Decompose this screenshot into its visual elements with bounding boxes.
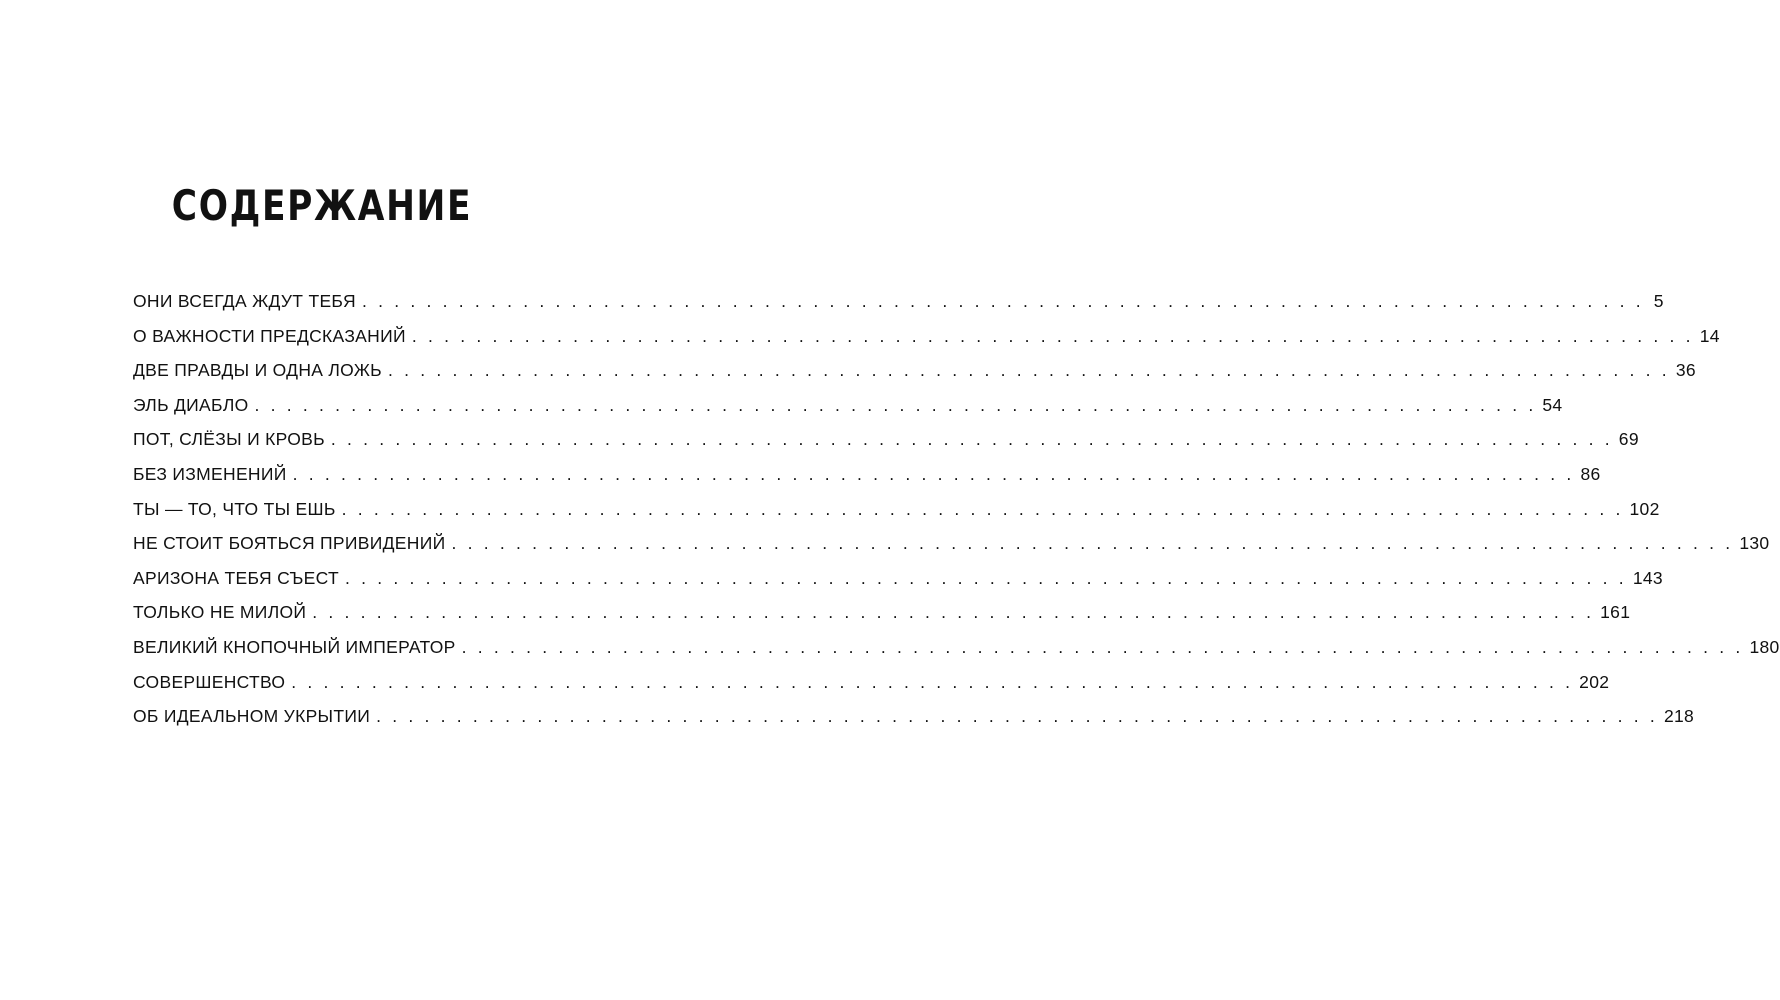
toc-entry-title: ТОЛЬКО НЕ МИЛОЙ xyxy=(133,602,307,623)
toc-entry-page-number: 202 xyxy=(1579,671,1610,692)
toc-entry-page-number: 161 xyxy=(1600,602,1631,623)
toc-dot-leader: . . . . . . . . . . . . . . . . . . . . . . . . . . . . . . . . . . . . . . . . . . . . . . . . . . . . . . . . . . . . . . . . . . . . . . . . . . . . . . . . xyxy=(344,567,1627,588)
toc-entry-title: НЕ СТОИТ БОЯТЬСЯ ПРИВИДЕНИЙ xyxy=(133,533,446,554)
toc-dot-leader: . . . . . . . . . . . . . . . . . . . . . . . . . . . . . . . . . . . . . . . . . . . . . . . . . . . . . . . . . . . . . . . . . . . . . . . . . . . . . . . . xyxy=(387,360,1670,381)
toc-entry-title: ТЫ — ТО, ЧТО ТЫ ЕШЬ xyxy=(133,498,336,519)
toc-dot-leader: . . . . . . . . . . . . . . . . . . . . . . . . . . . . . . . . . . . . . . . . . . . . . . . . . . . . . . . . . . . . . . . . . . . . . . . . . . . . . . . . xyxy=(341,498,1624,519)
toc-entry-title: ВЕЛИКИЙ КНОПОЧНЫЙ ИМПЕРАТОР xyxy=(133,636,456,657)
toc-entry xyxy=(133,665,1610,700)
toc-dot-leader: . . . . . . . . . . . . . . . . . . . . . . . . . . . . . . . . . . . . . . . . . . . . . . . . . . . . . . . . . . . . . . . . . . . . . . . . . . . . . . . . xyxy=(461,636,1744,657)
toc-entry xyxy=(133,353,1696,388)
toc-entry xyxy=(133,422,1639,457)
toc-entry-page-number: 102 xyxy=(1629,498,1660,519)
toc-entry-title: ЭЛЬ ДИАБЛО xyxy=(133,394,249,415)
toc-entry xyxy=(133,388,1563,423)
toc-entry xyxy=(133,699,1695,734)
toc-entry-title: ОБ ИДЕАЛЬНОМ УКРЫТИИ xyxy=(133,706,371,727)
page-title: СОДЕРЖАНИЕ xyxy=(171,181,473,230)
toc-entry xyxy=(133,319,1720,354)
toc-entry xyxy=(133,526,1770,561)
toc-entry-page-number: 130 xyxy=(1739,533,1770,554)
toc-entry xyxy=(133,284,1664,319)
toc-entry-title: ДВЕ ПРАВДЫ И ОДНА ЛОЖЬ xyxy=(133,360,382,381)
toc-entry-page-number: 86 xyxy=(1580,463,1601,484)
toc-entry-page-number: 218 xyxy=(1663,706,1695,727)
toc-entry-title: ОНИ ВСЕГДА ЖДУТ ТЕБЯ xyxy=(133,291,356,311)
toc-entry-title: ПОТ, СЛЁЗЫ И КРОВЬ xyxy=(133,429,325,450)
toc-dot-leader: . . . . . . . . . . . . . . . . . . . . . . . . . . . . . . . . . . . . . . . . . . . . . . . . . . . . . . . . . . . . . . . . . . . . . . . . . . . . . . . . xyxy=(451,533,1734,554)
toc-entry-page-number: 36 xyxy=(1675,360,1696,381)
toc-entry-page-number: 69 xyxy=(1618,429,1639,450)
toc-dot-leader: . . . . . . . . . . . . . . . . . . . . . . . . . . . . . . . . . . . . . . . . . . . . . . . . . . . . . . . . . . . . . . . . . . . . . . . . . . . . . . . . xyxy=(292,463,1575,484)
toc-dot-leader: . . . . . . . . . . . . . . . . . . . . . . . . . . . . . . . . . . . . . . . . . . . . . . . . . . . . . . . . . . . . . . . . . . . . . . . . . . . . . . . . xyxy=(330,429,1613,450)
toc-entry-page-number: 14 xyxy=(1699,325,1720,346)
toc-entry-title: О ВАЖНОСТИ ПРЕДСКАЗАНИЙ xyxy=(133,325,406,346)
toc-entry-page-number: 5 xyxy=(1653,291,1664,311)
toc-dot-leader: . . . . . . . . . . . . . . . . . . . . . . . . . . . . . . . . . . . . . . . . . . . . . . . . . . . . . . . . . . . . . . . . . . . . . . . . . . . . . . . . xyxy=(376,706,1658,727)
toc-entry-title: АРИЗОНА ТЕБЯ СЪЕСТ xyxy=(133,567,339,588)
toc-entry xyxy=(133,457,1601,492)
table-of-contents xyxy=(133,284,1780,734)
toc-entry-title: СОВЕРШЕНСТВО xyxy=(133,671,286,692)
toc-dot-leader: . . . . . . . . . . . . . . . . . . . . . . . . . . . . . . . . . . . . . . . . . . . . . . . . . . . . . . . . . . . . . . . . . . . . . . . . . . . . . . . . xyxy=(312,602,1595,623)
toc-entry xyxy=(133,595,1631,630)
toc-dot-leader: . . . . . . . . . . . . . . . . . . . . . . . . . . . . . . . . . . . . . . . . . . . . . . . . . . . . . . . . . . . . . . . . . . . . . . . . . . . . . . . . xyxy=(361,291,1644,311)
toc-entry xyxy=(133,492,1660,527)
toc-dot-leader: . . . . . . . . . . . . . . . . . . . . . . . . . . . . . . . . . . . . . . . . . . . . . . . . . . . . . . . . . . . . . . . . . . . . . . . . . . . . . . . . xyxy=(291,671,1574,692)
toc-dot-leader: . . . . . . . . . . . . . . . . . . . . . . . . . . . . . . . . . . . . . . . . . . . . . . . . . . . . . . . . . . . . . . . . . . . . . . . . . . . . . . . . xyxy=(411,325,1694,346)
toc-dot-leader: . . . . . . . . . . . . . . . . . . . . . . . . . . . . . . . . . . . . . . . . . . . . . . . . . . . . . . . . . . . . . . . . . . . . . . . . . . . . . . . . xyxy=(254,394,1537,415)
toc-entry xyxy=(133,561,1663,596)
toc-entry-page-number: 180 xyxy=(1749,636,1780,657)
toc-entry-page-number: 54 xyxy=(1542,394,1563,415)
toc-entry-title: БЕЗ ИЗМЕНЕНИЙ xyxy=(133,463,287,484)
toc-entry-page-number: 143 xyxy=(1632,567,1663,588)
toc-entry xyxy=(133,630,1780,665)
